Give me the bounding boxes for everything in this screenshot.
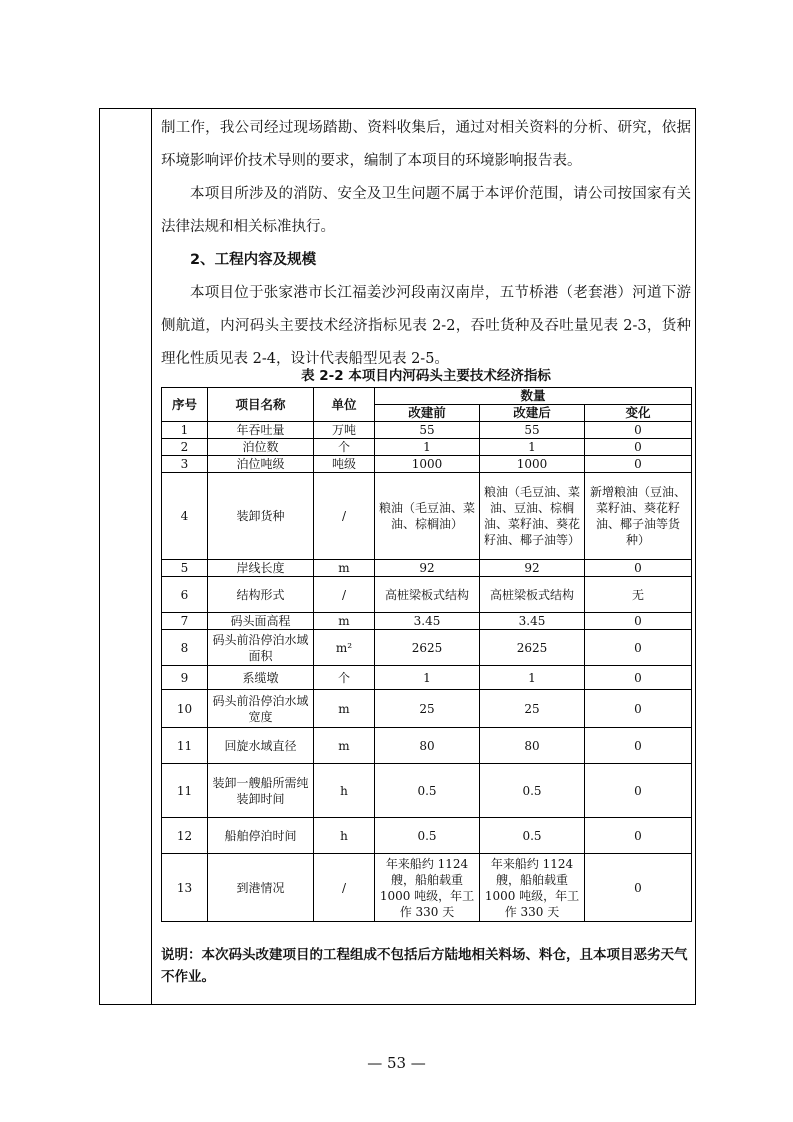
cell-before: 高桩梁板式结构 — [375, 577, 480, 613]
cell-no: 11 — [162, 728, 208, 764]
table-row — [162, 613, 692, 630]
cell-no: 7 — [162, 613, 208, 630]
cell-change: 0 — [585, 456, 692, 473]
cell-no: 3 — [162, 456, 208, 473]
cell-no: 10 — [162, 690, 208, 728]
table-row — [162, 456, 692, 473]
cell-after: 高桩梁板式结构 — [480, 577, 585, 613]
header-before: 改建前 — [375, 405, 480, 422]
cell-after: 1000 — [480, 456, 585, 473]
cell-unit: m² — [314, 630, 375, 666]
header-unit: 单位 — [314, 388, 375, 422]
cell-before: 92 — [375, 560, 480, 577]
cell-no: 11 — [162, 764, 208, 818]
frame-left-column-divider — [151, 109, 152, 1004]
cell-no: 4 — [162, 473, 208, 560]
page-number: — 53 — — [367, 1054, 426, 1072]
cell-unit: 吨级 — [314, 456, 375, 473]
cell-change: 0 — [585, 854, 692, 922]
header-after: 改建后 — [480, 405, 585, 422]
paragraph-scope-note: 本项目所涉及的消防、安全及卫生问题不属于本评价范围，请公司按国家有关法律法规和相关标准执行。 — [161, 186, 691, 235]
cell-before: 2625 — [375, 630, 480, 666]
table-row — [162, 690, 692, 728]
header-quantity: 数量 — [375, 388, 692, 405]
cell-name: 到港情况 — [208, 854, 314, 922]
table-row — [162, 630, 692, 666]
cell-before: 粮油（毛豆油、菜油、棕榈油） — [375, 473, 480, 560]
table-caption: 表 2-2 本项目内河码头主要技术经济指标 — [301, 368, 551, 384]
cell-after: 25 — [480, 690, 585, 728]
cell-after: 80 — [480, 728, 585, 764]
paragraph-project-location: 本项目位于张家港市长江福姜沙河段南汉南岸，五节桥港（老套港）河道下游侧航道，内河码头主要技术经济指标见表 2-2，吞吐货种及吞吐量见表 2-3，货种理化性质见表 2-4，设计代表船型见表 2-5。 — [161, 285, 691, 367]
table-row — [162, 818, 692, 854]
cell-unit: / — [314, 473, 375, 560]
cell-after: 年来船约 1124 艘，船舶载重 1000 吨级，年工作 330 天 — [480, 854, 585, 922]
cell-before: 0.5 — [375, 818, 480, 854]
cell-unit: 万吨 — [314, 422, 375, 439]
cell-name: 码头前沿停泊水域面积 — [208, 630, 314, 666]
cell-unit: m — [314, 728, 375, 764]
cell-no: 2 — [162, 439, 208, 456]
cell-name: 船舶停泊时间 — [208, 818, 314, 854]
header-change: 变化 — [585, 405, 692, 422]
body-text — [161, 112, 691, 376]
cell-name: 岸线长度 — [208, 560, 314, 577]
cell-before: 3.45 — [375, 613, 480, 630]
cell-change: 0 — [585, 728, 692, 764]
cell-before: 0.5 — [375, 764, 480, 818]
cell-name: 系缆墩 — [208, 666, 314, 690]
cell-after: 3.45 — [480, 613, 585, 630]
table-row — [162, 560, 692, 577]
cell-change: 0 — [585, 690, 692, 728]
cell-after: 55 — [480, 422, 585, 439]
cell-before: 1000 — [375, 456, 480, 473]
cell-after: 1 — [480, 666, 585, 690]
table-row — [162, 577, 692, 613]
section-heading: 2、工程内容及规模 — [190, 252, 317, 268]
cell-no: 1 — [162, 422, 208, 439]
cell-change: 0 — [585, 560, 692, 577]
cell-change: 0 — [585, 422, 692, 439]
cell-name: 年吞吐量 — [208, 422, 314, 439]
cell-before: 55 — [375, 422, 480, 439]
cell-change: 新增粮油（豆油、菜籽油、葵花籽油、椰子油等货种） — [585, 473, 692, 560]
tech-indicators-table — [161, 387, 692, 922]
cell-change: 0 — [585, 818, 692, 854]
cell-name: 码头前沿停泊水域宽度 — [208, 690, 314, 728]
cell-before: 80 — [375, 728, 480, 764]
cell-change: 0 — [585, 613, 692, 630]
cell-after: 92 — [480, 560, 585, 577]
cell-no: 9 — [162, 666, 208, 690]
cell-change: 无 — [585, 577, 692, 613]
cell-after: 0.5 — [480, 764, 585, 818]
cell-name: 泊位数 — [208, 439, 314, 456]
cell-unit: h — [314, 764, 375, 818]
cell-unit: m — [314, 560, 375, 577]
table-row — [162, 764, 692, 818]
table-row — [162, 728, 692, 764]
cell-change: 0 — [585, 666, 692, 690]
cell-change: 0 — [585, 630, 692, 666]
cell-unit: h — [314, 818, 375, 854]
cell-after: 2625 — [480, 630, 585, 666]
cell-name: 泊位吨级 — [208, 456, 314, 473]
header-no: 序号 — [162, 388, 208, 422]
cell-name: 结构形式 — [208, 577, 314, 613]
cell-unit: / — [314, 854, 375, 922]
cell-after: 0.5 — [480, 818, 585, 854]
table-note: 说明：本次码头改建项目的工程组成不包括后方陆地相关料场、料仓，且本项目恶劣天气不作业。 — [161, 947, 688, 985]
cell-no: 8 — [162, 630, 208, 666]
cell-before: 1 — [375, 439, 480, 456]
cell-name: 装卸一艘船所需纯装卸时间 — [208, 764, 314, 818]
table-row — [162, 473, 692, 560]
cell-no: 12 — [162, 818, 208, 854]
paragraph-intro-continuation: 制工作，我公司经过现场踏勘、资料收集后，通过对相关资料的分析、研究，依据环境影响评价技术导则的要求，编制了本项目的环境影响报告表。 — [161, 120, 691, 169]
cell-no: 6 — [162, 577, 208, 613]
cell-name: 装卸货种 — [208, 473, 314, 560]
cell-before: 25 — [375, 690, 480, 728]
cell-unit: 个 — [314, 439, 375, 456]
table-row — [162, 422, 692, 439]
cell-no: 13 — [162, 854, 208, 922]
cell-before: 1 — [375, 666, 480, 690]
cell-unit: m — [314, 613, 375, 630]
cell-before: 年来船约 1124 艘，船舶载重 1000 吨级，年工作 330 天 — [375, 854, 480, 922]
cell-change: 0 — [585, 764, 692, 818]
cell-unit: 个 — [314, 666, 375, 690]
cell-unit: m — [314, 690, 375, 728]
cell-after: 粮油（毛豆油、菜油、豆油、棕榈油、菜籽油、葵花籽油、椰子油等） — [480, 473, 585, 560]
cell-after: 1 — [480, 439, 585, 456]
cell-change: 0 — [585, 439, 692, 456]
table-row — [162, 439, 692, 456]
cell-no: 5 — [162, 560, 208, 577]
header-name: 项目名称 — [208, 388, 314, 422]
table-row — [162, 666, 692, 690]
cell-name: 回旋水域直径 — [208, 728, 314, 764]
table-row — [162, 854, 692, 922]
cell-unit: / — [314, 577, 375, 613]
cell-name: 码头面高程 — [208, 613, 314, 630]
